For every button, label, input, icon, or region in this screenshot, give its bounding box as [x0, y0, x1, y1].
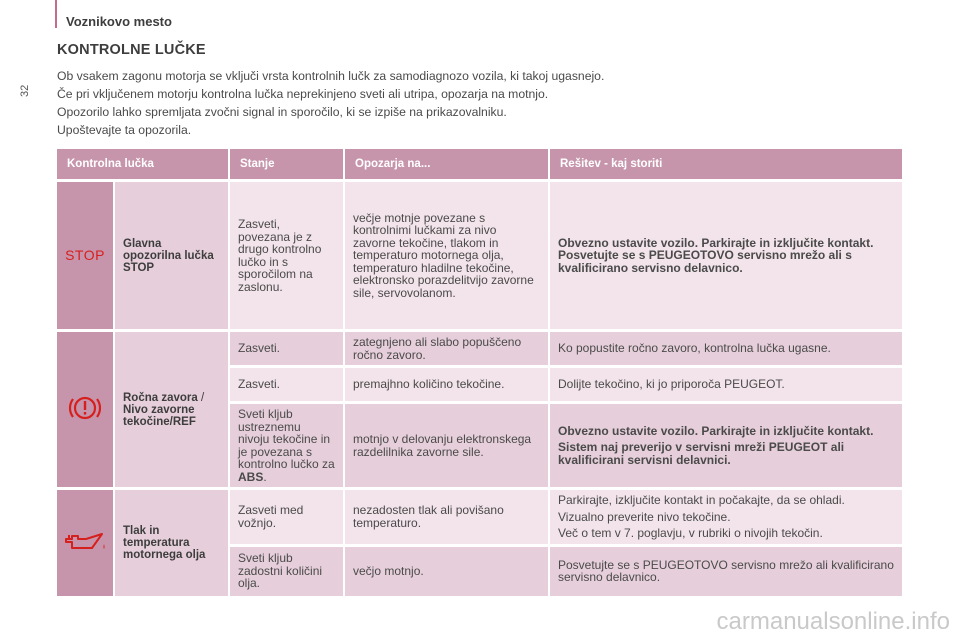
brake-warning-2: premajhno količino tekočine.	[345, 365, 550, 401]
table-row	[57, 179, 902, 329]
brake-solution-1: Ko popustite ročno zavoro, kontrolna lučka ugasne.	[550, 329, 902, 365]
col-header-warning: Opozarja na...	[345, 149, 550, 179]
brake-name-sep: /	[197, 391, 205, 404]
brake-state-2: Zasveti.	[230, 365, 345, 401]
oil-light-name: Tlak in temperatura motornega olja	[115, 487, 230, 596]
abs-label: ABS	[238, 469, 264, 484]
brake-light-name	[115, 329, 230, 487]
brake-warning-icon	[65, 391, 105, 425]
brake-solution-3b: Sistem naj preverijo v servisni mreži PEUGEOT ali kvalificirani servisni delavnici.	[558, 440, 845, 467]
oil-warning-2: večjo motnjo.	[345, 544, 550, 596]
page-number-text: 32	[19, 84, 31, 97]
warning-lights-table	[57, 149, 902, 596]
stop-light-name: Glavna opozorilna lučka STOP	[115, 179, 230, 329]
stop-icon-cell	[57, 179, 115, 329]
col-header-light: Kontrolna lučka	[57, 149, 230, 179]
brake-warning-3: motnjo v delovanju elektronskega razdelilnika zavorne sile.	[345, 401, 550, 487]
stop-icon: STOP	[65, 246, 105, 263]
brake-icon-cell	[57, 329, 115, 487]
oil-state-1: Zasveti med vožnjo.	[230, 487, 345, 544]
brake-state-3-end: .	[263, 469, 267, 484]
table-header-row	[57, 149, 902, 179]
oil-solution-2: Posvetujte se s PEUGEOTOVO servisno mrežo ali kvalificirano servisno delavnico.	[550, 544, 902, 596]
oil-solution-1c: Več o tem v 7. poglavju, v rubriki o nivojih tekočin.	[558, 526, 823, 540]
brake-state-3	[230, 401, 345, 487]
oil-state-2: Sveti kljub zadostni količini olja.	[230, 544, 345, 596]
oil-solution-1a: Parkirajte, izključite kontakt in počakajte, da se ohladi.	[558, 493, 845, 507]
table-row	[57, 487, 902, 544]
section-marker-bar	[55, 0, 57, 28]
table-row	[57, 329, 902, 365]
intro-line: Opozorilo lahko spremljata zvočni signal in sporočilo, ki se izpiše na prikazovalniku.	[57, 105, 507, 119]
oil-solution-1	[550, 487, 902, 544]
stop-solution: Obvezno ustavite vozilo. Parkirajte in izključite kontakt. Posvetujte se s PEUGEOTOVO servisno mrežo ali s kvalificirano servisno delavnico.	[550, 179, 902, 329]
intro-line: Upoštevajte ta opozorila.	[57, 123, 192, 137]
page-title: KONTROLNE LUČKE	[57, 42, 206, 58]
brake-name-part2: Nivo zavorne tekočine/REF	[123, 403, 196, 428]
brake-state-3-text: Sveti kljub ustreznemu nivoju tekočine in je povezana s kontrolno lučko za	[238, 407, 335, 471]
brake-state-1: Zasveti.	[230, 329, 345, 365]
page-number	[18, 84, 32, 104]
section-header: Voznikovo mesto	[66, 14, 172, 29]
intro-text	[57, 67, 917, 139]
brake-solution-2: Dolijte tekočino, ki jo priporoča PEUGEOT.	[550, 365, 902, 401]
brake-name-part1: Ročna zavora	[123, 391, 198, 404]
oil-warning-1: nezadosten tlak ali povišano temperaturo.	[345, 487, 550, 544]
col-header-state: Stanje	[230, 149, 345, 179]
watermark: carmanualsonline.info	[716, 608, 950, 635]
col-header-solution: Rešitev - kaj storiti	[550, 149, 902, 179]
brake-solution-3a: Obvezno ustavite vozilo. Parkirajte in izključite kontakt.	[558, 423, 874, 438]
brake-solution-3	[550, 401, 902, 487]
intro-line: Ob vsakem zagonu motorja se vključi vrsta kontrolnih lučk za samodiagnozo vozila, ki takoj ugasnejo.	[57, 69, 605, 83]
oil-solution-1b: Vizualno preverite nivo tekočine.	[558, 509, 731, 524]
stop-state: Zasveti, povezana je z drugo kontrolno lučko in s sporočilom na zaslonu.	[230, 179, 345, 329]
intro-line: Če pri vključenem motorju kontrolna lučka neprekinjeno sveti ali utripa, opozarja na motnjo.	[57, 87, 549, 101]
stop-warning: večje motnje povezane s kontrolnimi lučkami za nivo zavorne tekočine, tlakom in temperaturo motornega olja, temperaturo hladilne tekočine, elektronsko porazdelitvijo zavorne sile, servovolanom.	[345, 179, 550, 329]
oil-can-icon	[62, 530, 108, 554]
oil-icon-cell	[57, 487, 115, 596]
brake-warning-1: zategnjeno ali slabo popuščeno ročno zavoro.	[345, 329, 550, 365]
